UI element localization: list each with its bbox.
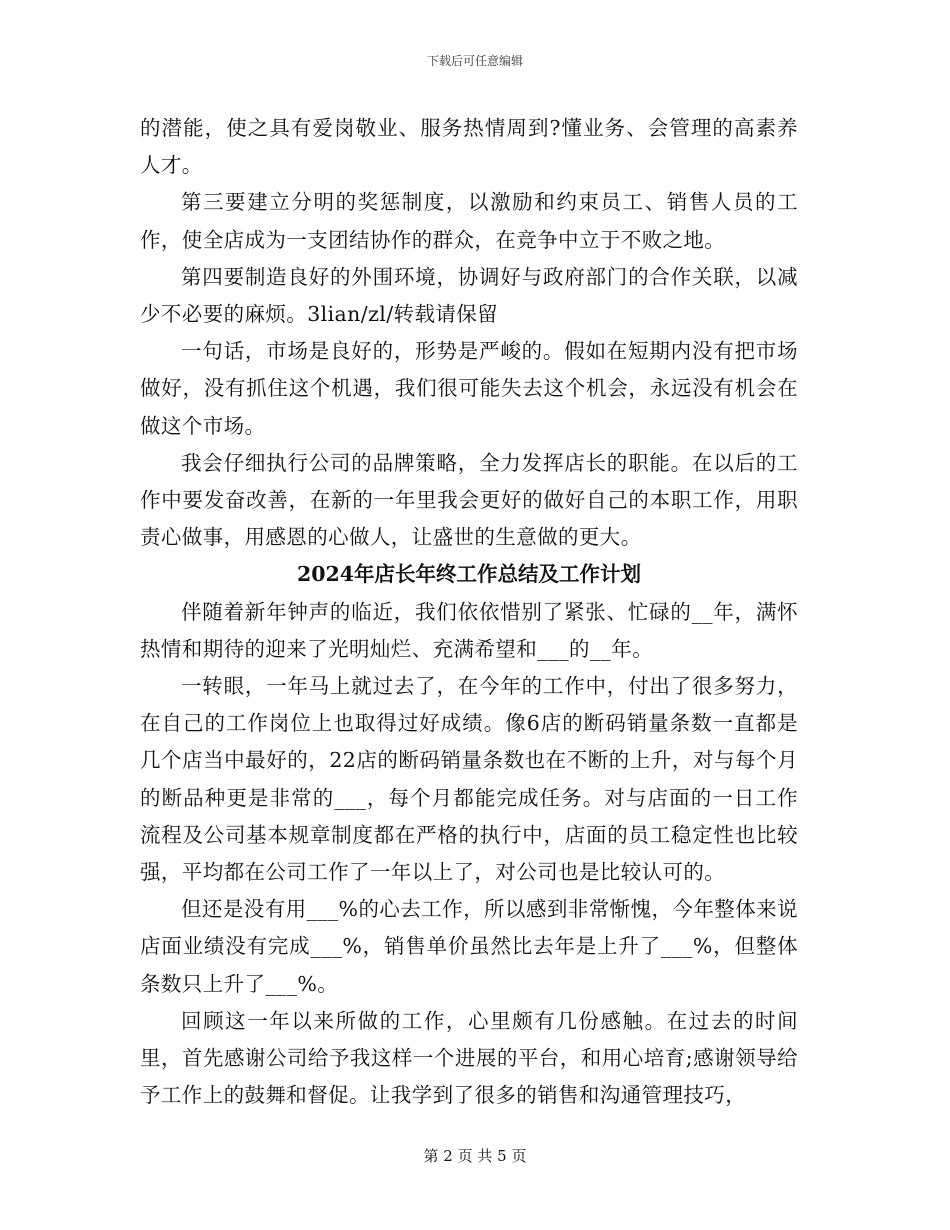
document-body <box>140 110 798 1114</box>
paragraph-reflection: 回顾这一年以来所做的工作，心里颇有几份感触。在过去的时间里，首先感谢公司给予我这样一个进展的平台，和用心培育;感谢领导给予工作上的鼓舞和督促。让我学到了很多的销售和沟通管理技巧， <box>140 1008 798 1108</box>
paragraph-commitment: 我会仔细执行公司的品牌策略，全力发挥店长的职能。在以后的工作中要发奋改善，在新的一年里我会更好的做好自己的本职工作，用职责心做事，用感恩的心做人，让盛世的生意做的更大。 <box>140 450 798 550</box>
section-title: 2024年店长年终工作总结及工作计划 <box>296 562 642 587</box>
paragraph-reward-system: 第三要建立分明的奖惩制度，以激励和约束员工、销售人员的工作，使全店成为一支团结协作的群众，在竞争中立于不败之地。 <box>140 190 798 252</box>
paragraph-new-year: 伴随着新年钟声的临近，我们依依惜别了紧张、忙碌的__年，满怀热情和期待的迎来了光明灿烂、充满希望和___的__年。 <box>140 599 798 661</box>
paragraph-continuation: 的潜能，使之具有爱岗敬业、服务热情周到?懂业务、会管理的高素养人才。 <box>140 116 798 178</box>
page-footer: 第 2 页 共 5 页 <box>423 1147 527 1165</box>
paragraph-achievements: 一转眼，一年马上就过去了，在今年的工作中，付出了很多努力，在自己的工作岗位上也取得过好成绩。像6店的断码销量条数一直都是几个店当中最好的，22店的断码销量条数也在不断的上升，对与每个月的断品种更是非常的___，每个月都能完成任务。对与店面的一日工作流程及公司基本规章制度都在严格的执行中，店面的员工稳定性也比较强，平均都在公司工作了一年以上了，对公司也是比较认可的。 <box>140 674 798 885</box>
paragraph-market: 一句话，市场是良好的，形势是严峻的。假如在短期内没有把市场做好，没有抓住这个机遇，我们很可能失去这个机会，永远没有机会在做这个市场。 <box>140 339 798 438</box>
paragraph-shortcomings: 但还是没有用___%的心去工作，所以感到非常惭愧，今年整体来说店面业绩没有完成___%，销售单价虽然比去年是上升了___%，但整体条数只上升了___%。 <box>140 897 798 996</box>
paragraph-environment: 第四要制造良好的外围环境，协调好与政府部门的合作关联，以减少不必要的麻烦。3lian/zl/转载请保留 <box>140 264 798 327</box>
page-header: 下载后可任意编辑 <box>426 54 523 68</box>
